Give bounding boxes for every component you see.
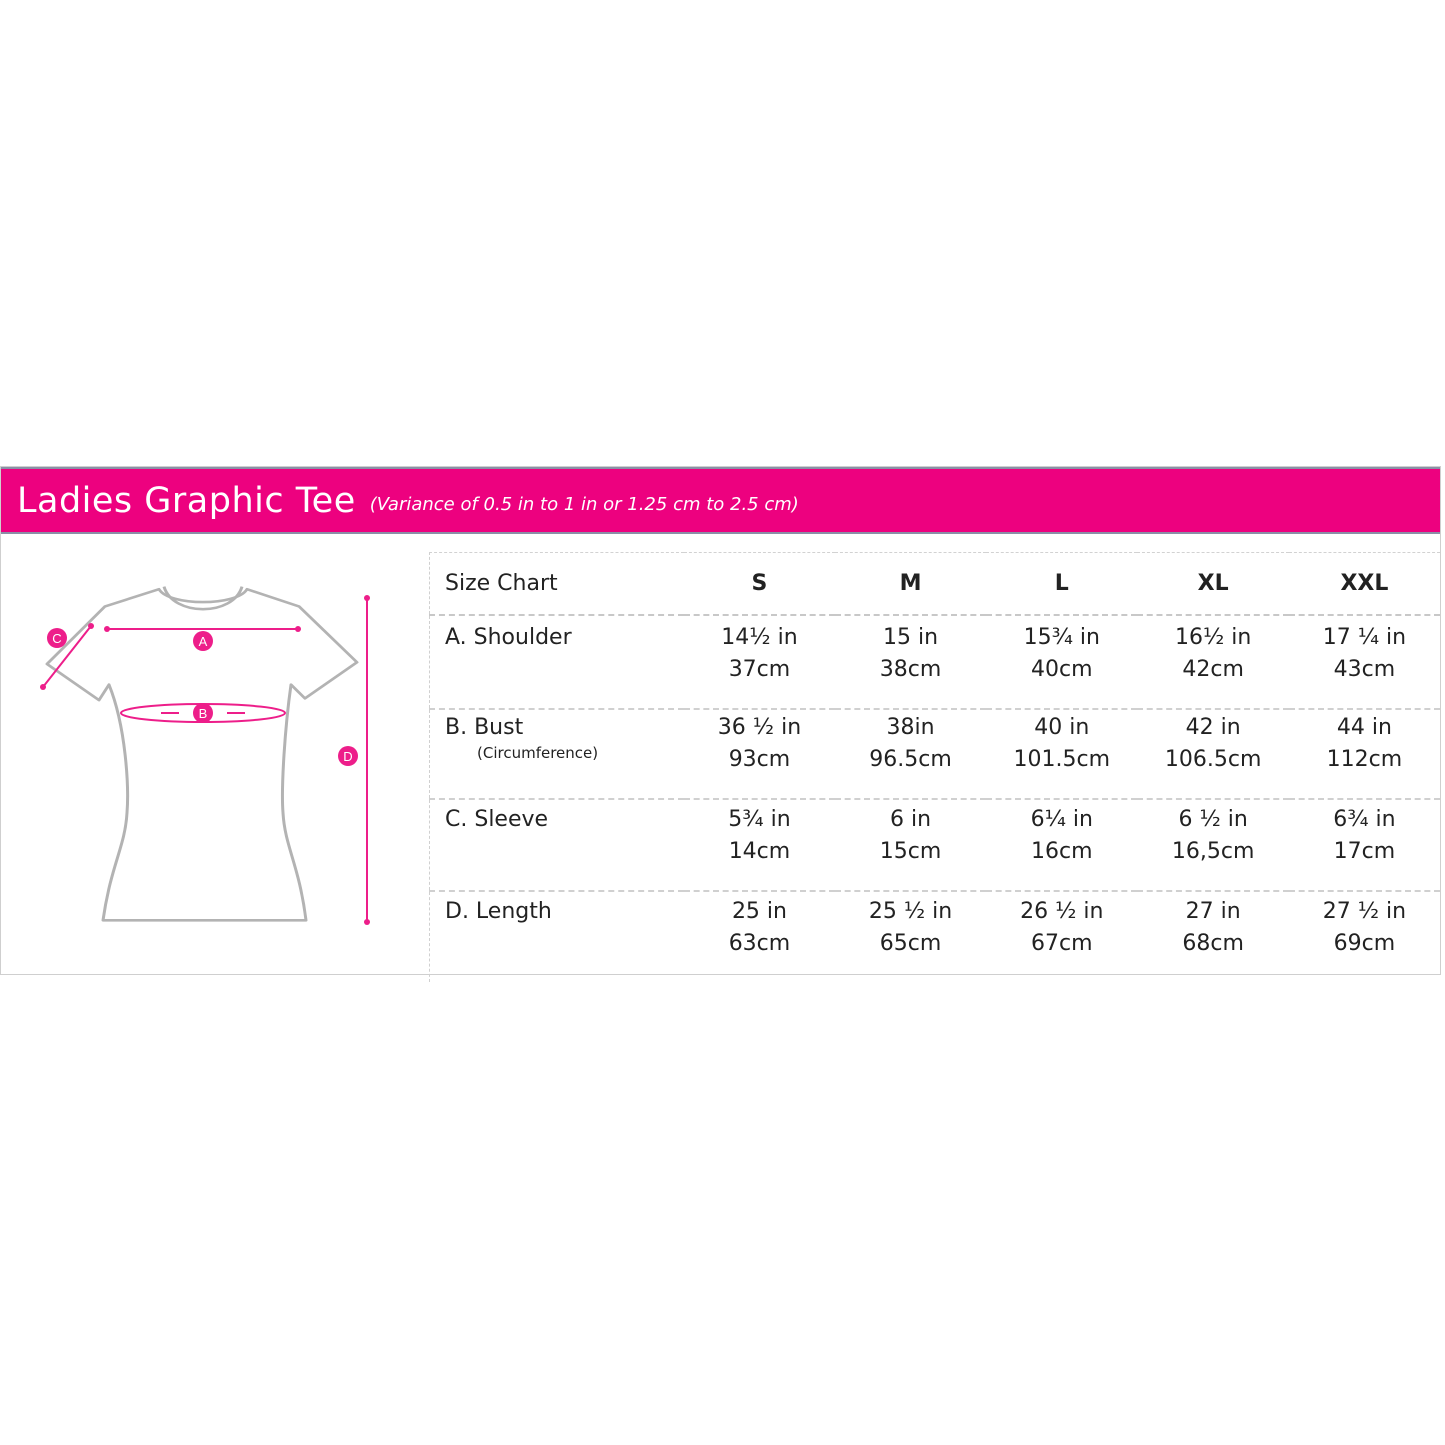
table-cell: 6 ½ in 16,5cm [1137,799,1288,891]
table-cell: 5¾ in 14cm [684,799,835,891]
svg-text:B: B [198,706,208,721]
table-cell: 42 in 106.5cm [1137,709,1288,799]
row-label-shoulder: A. Shoulder [430,615,684,709]
table-cell: 36 ½ in 93cm [684,709,835,799]
table-cell: 27 in 68cm [1182,899,1244,956]
table-row [430,709,1441,799]
header-bar [1,467,1440,534]
row-sublabel-circumference: (Circumference) [477,744,599,762]
table-cell: 17 ¼ in 43cm [1289,615,1440,709]
table-cell: 16½ in 42cm [1137,615,1288,709]
tshirt-diagram [1,534,429,974]
svg-text:C: C [52,631,62,646]
table-header-row [430,553,1441,616]
page-title: Ladies Graphic Tee [17,480,356,521]
marker-d-icon [338,746,358,766]
table-cell: 44 in 112cm [1289,709,1440,799]
table-row [430,799,1441,891]
size-header-s: S [684,553,835,616]
table-cell: 27 ½ in 69cm [1322,899,1407,956]
svg-text:D: D [343,749,353,764]
table-row [430,891,1441,982]
marker-a-icon [193,631,213,651]
marker-b-icon [193,703,213,723]
size-header-m: M [835,553,986,616]
table-cell: 25 in 63cm [728,899,791,956]
row-label-sleeve: C. Sleeve [430,799,684,891]
svg-text:A: A [198,634,208,649]
table-cell: 40 in 101.5cm [986,709,1137,799]
marker-c-icon [47,628,67,648]
variance-note: (Variance of 0.5 in to 1 in or 1.25 cm to 2.5 cm) [369,494,799,515]
size-header-xl: XL [1137,553,1288,616]
table-cell: 15 in 38cm [835,615,986,709]
size-header-xxl: XXL [1289,553,1440,616]
table-row [430,615,1441,709]
table-cell: 26 ½ in 67cm [1020,899,1104,956]
corner-label: Size Chart [430,553,684,616]
table-cell: 38in 96.5cm [835,709,986,799]
table-cell: 6¾ in 17cm [1289,799,1440,891]
table-cell: 6¼ in 16cm [986,799,1137,891]
row-label-bust: B. Bust (Circumference) [430,709,684,799]
table-cell: 14½ in 37cm [684,615,835,709]
table-cell: 15¾ in 40cm [986,615,1137,709]
table-cell: 25 ½ in 65cm [868,899,953,956]
row-label-length: D. Length [430,891,684,982]
size-table [429,552,1440,982]
table-cell: 6 in 15cm [835,799,986,891]
size-header-l: L [986,553,1137,616]
size-chart-panel [0,466,1441,975]
